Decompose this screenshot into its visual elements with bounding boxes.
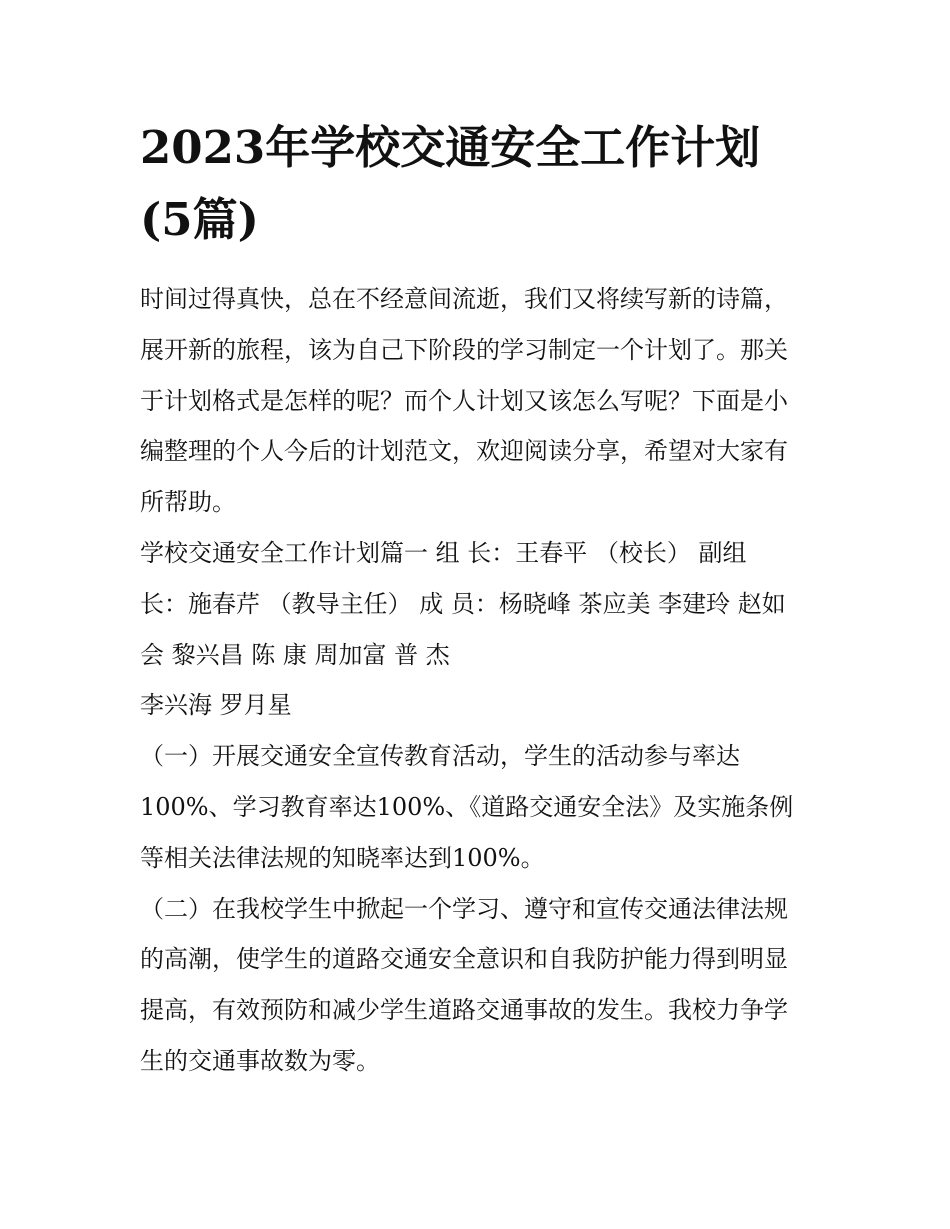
text-line: 100%、学习教育率达100%、《道路交通安全法》及实施条例 xyxy=(140,792,794,821)
leadership-paragraph xyxy=(140,528,812,680)
text-line: 所帮助。 xyxy=(140,488,236,517)
text-line: 展开新的旅程，该为自己下阶段的学习制定一个计划了。那关 xyxy=(140,335,788,364)
text-line: （二）在我校学生中掀起一个学习、遵守和宣传交通法律法规 xyxy=(140,894,788,923)
text-line: 的高潮，使学生的道路交通安全意识和自我防护能力得到明显 xyxy=(140,945,788,974)
title-line-2: (5篇) xyxy=(140,193,259,246)
text-line: 编整理的个人今后的计划范文，欢迎阅读分享，希望对大家有 xyxy=(140,437,788,466)
goal-two-paragraph xyxy=(140,884,812,1087)
text-line: 生的交通事故数为零。 xyxy=(140,1046,380,1075)
goal-one-paragraph xyxy=(140,731,812,883)
text-line: 学校交通安全工作计划篇一 组 长：王春平 （校长） 副组 xyxy=(140,538,747,567)
text-line: 于计划格式是怎样的呢？而个人计划又该怎么写呢？下面是小 xyxy=(140,386,788,415)
text-line: （一）开展交通安全宣传教育活动，学生的活动参与率达 xyxy=(140,742,740,771)
text-line: 长：施春芹 （教导主任） 成 员：杨晓峰 茶应美 李建玲 赵如 xyxy=(140,589,786,618)
text-line: 会 黎兴昌 陈 康 周加富 普 杰 xyxy=(140,640,450,669)
document-body xyxy=(140,112,812,1087)
document-title xyxy=(140,112,812,256)
text-line: 时间过得真快，总在不经意间流逝，我们又将续写新的诗篇， xyxy=(140,285,788,313)
members-paragraph xyxy=(140,680,812,731)
intro-paragraph xyxy=(140,274,812,528)
text-line: 等相关法律法规的知晓率达到100%。 xyxy=(140,843,545,872)
text-line: 李兴海 罗月星 xyxy=(140,691,292,720)
text-line: 提高，有效预防和减少学生道路交通事故的发生。我校力争学 xyxy=(140,996,788,1025)
title-line-1: 2023年学校交通安全工作计划 xyxy=(140,121,761,174)
